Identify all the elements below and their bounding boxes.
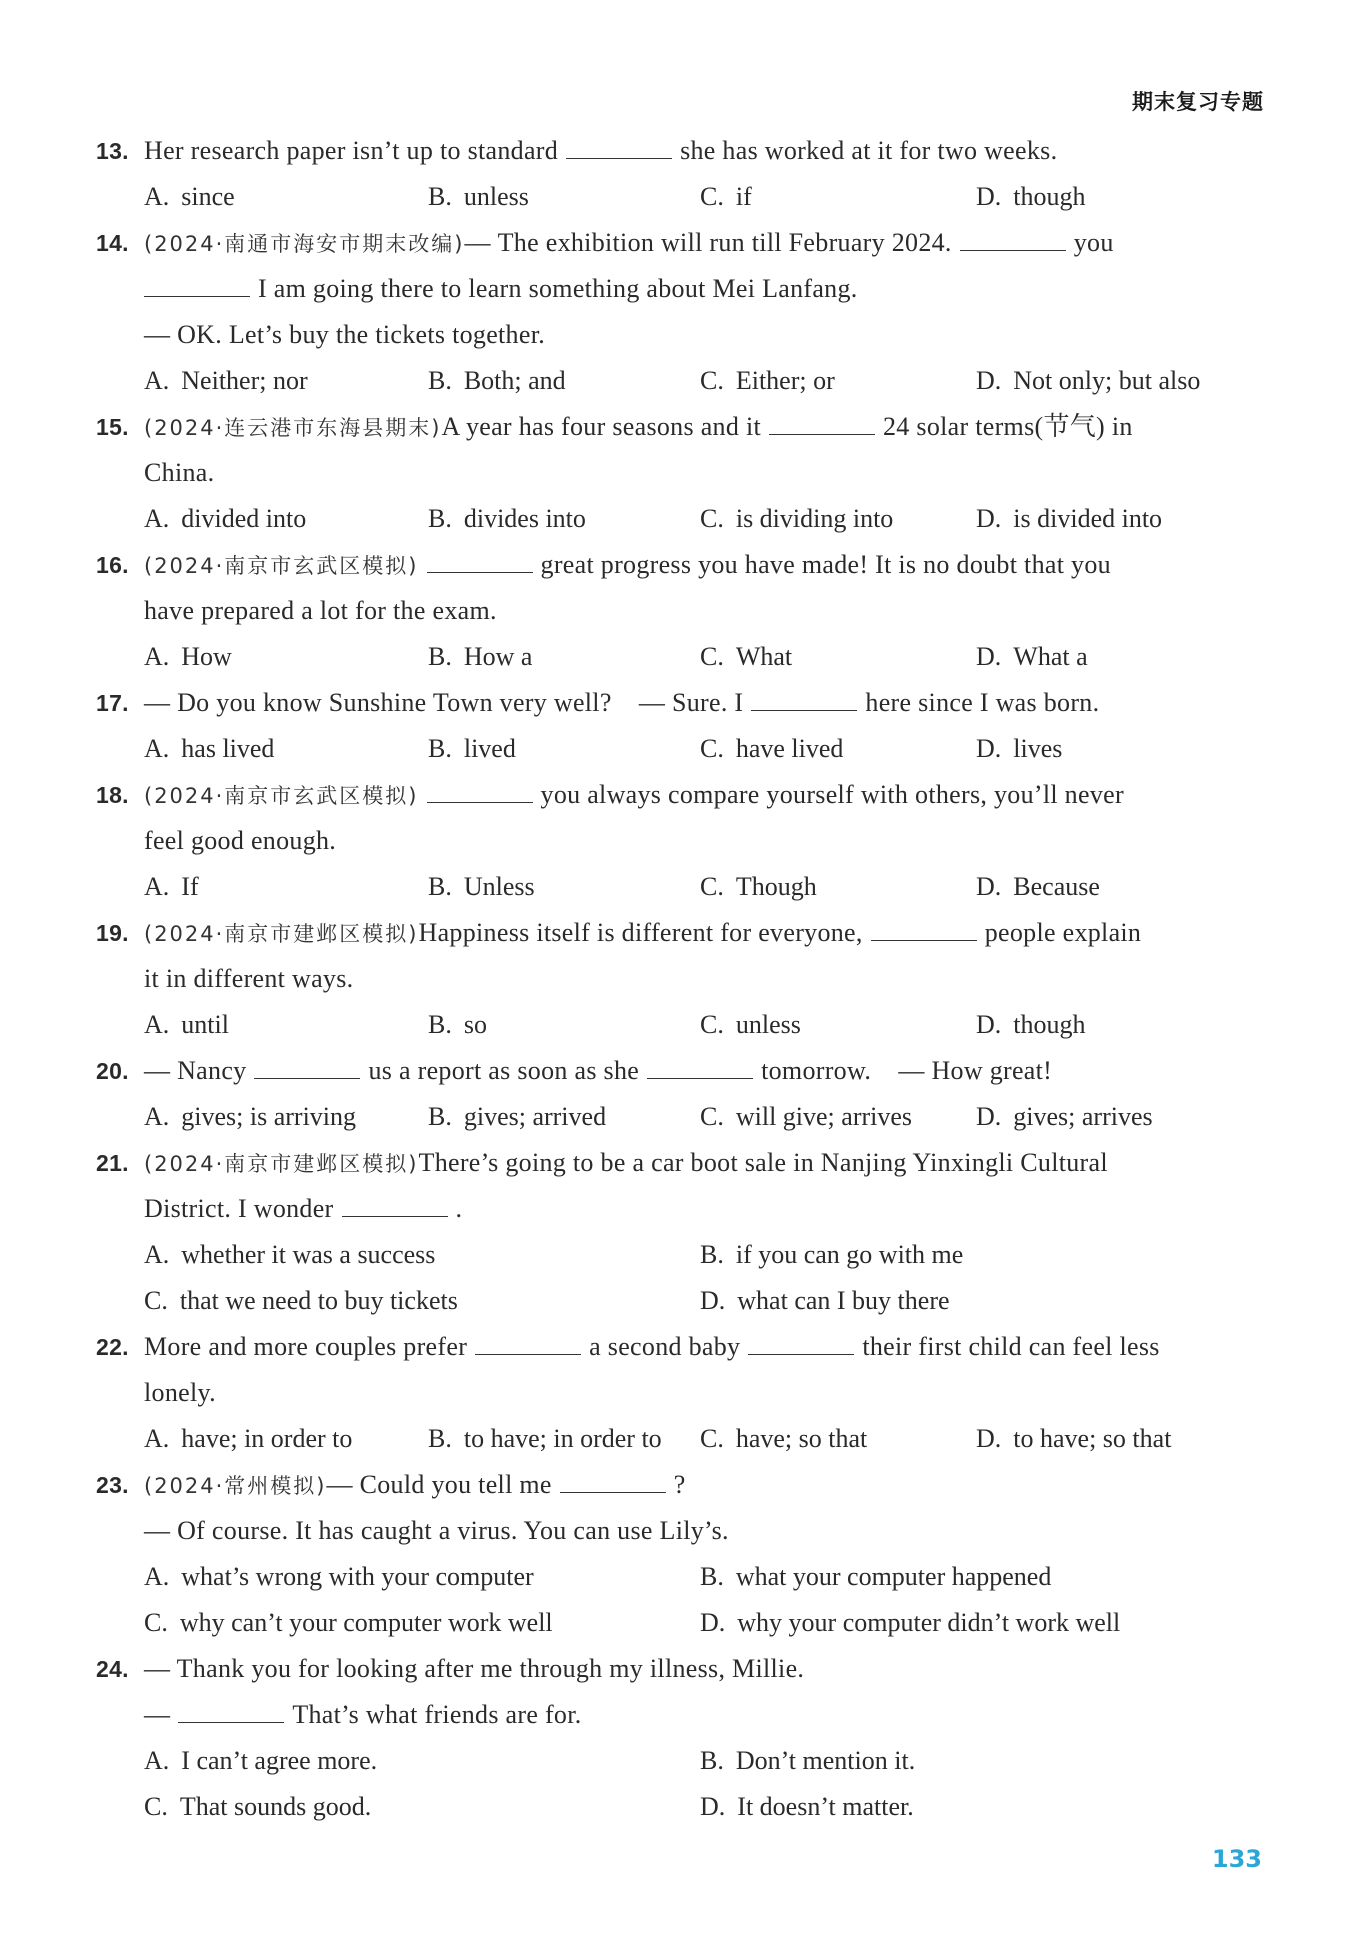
- question-text: feel good enough.: [144, 826, 337, 855]
- question-text: tomorrow. — How great!: [761, 1056, 1053, 1085]
- option-a[interactable]: A. gives; is arriving: [144, 1102, 357, 1131]
- question-21: [96, 1140, 1268, 1324]
- options-row: [96, 1094, 1268, 1140]
- option-d[interactable]: D. Because: [976, 872, 1100, 901]
- question-text: — The exhibition will run till February 2024.: [464, 228, 952, 257]
- question-number: 13.: [96, 138, 129, 164]
- question-text: Her research paper isn’t up to standard: [144, 136, 559, 165]
- section-header: 期末复习专题: [1132, 90, 1264, 114]
- options-row: [96, 634, 1268, 680]
- question-14: [96, 220, 1268, 404]
- page-number: 133: [1211, 1845, 1262, 1873]
- option-d[interactable]: D. It doesn’t matter.: [700, 1792, 914, 1821]
- options-row: [96, 1416, 1268, 1462]
- question-text: More and more couples prefer: [144, 1332, 468, 1361]
- question-text: District. I wonder: [144, 1194, 334, 1223]
- question-text: A year has four seasons and it: [441, 412, 761, 441]
- question-text: — OK. Let’s buy the tickets together.: [144, 320, 546, 349]
- question-text: she has worked at it for two weeks.: [680, 136, 1058, 165]
- question-text: China.: [144, 458, 215, 487]
- option-a[interactable]: A. How: [144, 642, 232, 671]
- option-a[interactable]: A. I can’t agree more.: [144, 1746, 378, 1775]
- question-number: 24.: [96, 1656, 129, 1682]
- answer-blank: [144, 274, 250, 297]
- option-a[interactable]: A. what’s wrong with your computer: [144, 1562, 534, 1591]
- question-text: ?: [673, 1470, 686, 1499]
- question-text: us a report as soon as she: [368, 1056, 640, 1085]
- question-number: 23.: [96, 1472, 129, 1498]
- question-text: There’s going to be a car boot sale in Nanjing Yinxingli Cultural: [418, 1148, 1108, 1177]
- options-row: [96, 1002, 1268, 1048]
- option-a[interactable]: A. have; in order to: [144, 1424, 353, 1453]
- option-c[interactable]: C. if: [700, 182, 752, 211]
- question-text: — Do you know Sunshine Town very well? — Sure. I: [144, 688, 744, 717]
- answer-blank: [427, 550, 533, 573]
- option-d[interactable]: D. why your computer didn’t work well: [700, 1608, 1121, 1637]
- option-a[interactable]: A. Neither; nor: [144, 366, 308, 395]
- answer-blank: [566, 136, 672, 159]
- option-c[interactable]: C. that we need to buy tickets: [144, 1286, 458, 1315]
- option-b[interactable]: B. unless: [428, 182, 529, 211]
- question-number: 16.: [96, 552, 129, 578]
- option-c[interactable]: C. have; so that: [700, 1424, 868, 1453]
- question-text: you always compare yourself with others, you’ll never: [540, 780, 1124, 809]
- answer-blank: [475, 1332, 581, 1355]
- option-a[interactable]: A. until: [144, 1010, 229, 1039]
- question-number: 20.: [96, 1058, 129, 1084]
- question-17: [96, 680, 1268, 772]
- question-source: (2024·南京市玄武区模拟): [144, 554, 419, 578]
- question-20: [96, 1048, 1268, 1140]
- option-a[interactable]: A. divided into: [144, 504, 307, 533]
- question-number: 22.: [96, 1334, 129, 1360]
- question-text: it in different ways.: [144, 964, 354, 993]
- options-row: [96, 1554, 1268, 1600]
- question-text: — Thank you for looking after me through my illness, Millie.: [144, 1654, 805, 1683]
- option-c[interactable]: C. Though: [700, 872, 817, 901]
- question-text: a second baby: [589, 1332, 741, 1361]
- answer-blank: [769, 412, 875, 435]
- option-d[interactable]: D. what can I buy there: [700, 1286, 950, 1315]
- option-c[interactable]: C. have lived: [700, 734, 844, 763]
- question-number: 17.: [96, 690, 129, 716]
- option-d[interactable]: D. to have; so that: [976, 1424, 1172, 1453]
- option-a[interactable]: A. since: [144, 182, 235, 211]
- question-number: 18.: [96, 782, 129, 808]
- question-number: 14.: [96, 230, 129, 256]
- answer-blank: [871, 918, 977, 941]
- options-row: [96, 1232, 1268, 1278]
- options-row: [96, 496, 1268, 542]
- option-c[interactable]: C. unless: [700, 1010, 801, 1039]
- option-b[interactable]: B. gives; arrived: [428, 1102, 607, 1131]
- option-c[interactable]: C. Either; or: [700, 366, 835, 395]
- options-row: [96, 1784, 1268, 1830]
- question-source: (2024·常州模拟): [144, 1474, 327, 1498]
- answer-blank: [178, 1700, 284, 1723]
- answer-blank: [427, 780, 533, 803]
- option-b[interactable]: B. divides into: [428, 504, 586, 533]
- question-text: — Could you tell me: [326, 1470, 552, 1499]
- options-row: [96, 1738, 1268, 1784]
- option-d[interactable]: D. gives; arrives: [976, 1102, 1153, 1131]
- option-b[interactable]: B. lived: [428, 734, 516, 763]
- question-text: — Nancy: [144, 1056, 247, 1085]
- options-row: [96, 1600, 1268, 1646]
- answer-blank: [748, 1332, 854, 1355]
- question-13: [96, 128, 1268, 220]
- question-source: (2024·南京市建邺区模拟): [144, 922, 419, 946]
- option-d[interactable]: D. though: [976, 182, 1086, 211]
- option-b[interactable]: B. so: [428, 1010, 487, 1039]
- answer-blank: [751, 688, 857, 711]
- option-b[interactable]: B. what your computer happened: [700, 1562, 1052, 1591]
- question-text: —: [144, 1700, 171, 1729]
- question-source: (2024·连云港市东海县期末): [144, 416, 442, 440]
- options-row: [96, 358, 1268, 404]
- option-d[interactable]: D. What a: [976, 642, 1088, 671]
- question-number: 15.: [96, 414, 129, 440]
- answer-blank: [960, 228, 1066, 251]
- question-text: Happiness itself is different for everyone,: [418, 918, 863, 947]
- option-c[interactable]: C. That sounds good.: [144, 1792, 372, 1821]
- options-row: [96, 726, 1268, 772]
- question-16: [96, 542, 1268, 680]
- question-22: [96, 1324, 1268, 1462]
- question-text: their first child can feel less: [862, 1332, 1160, 1361]
- option-d[interactable]: D. is divided into: [976, 504, 1163, 533]
- question-text: have prepared a lot for the exam.: [144, 596, 497, 625]
- answer-blank: [254, 1056, 360, 1079]
- question-text: lonely.: [144, 1378, 216, 1407]
- question-text: I am going there to learn something about Mei Lanfang.: [258, 274, 858, 303]
- question-text: 24 solar terms(节气) in: [883, 412, 1133, 441]
- question-text: That’s what friends are for.: [292, 1700, 582, 1729]
- question-15: [96, 404, 1268, 542]
- option-b[interactable]: B. Don’t mention it.: [700, 1746, 916, 1775]
- option-c[interactable]: C. why can’t your computer work well: [144, 1608, 553, 1637]
- question-text: here since I was born.: [865, 688, 1100, 717]
- question-23: [96, 1462, 1268, 1646]
- option-b[interactable]: B. if you can go with me: [700, 1240, 964, 1269]
- option-c[interactable]: C. will give; arrives: [700, 1102, 913, 1131]
- answer-blank: [342, 1194, 448, 1217]
- options-row: [96, 1278, 1268, 1324]
- question-18: [96, 772, 1268, 910]
- options-row: [96, 864, 1268, 910]
- question-source: (2024·南通市海安市期末改编): [144, 232, 465, 256]
- question-text: — Of course. It has caught a virus. You can use Lily’s.: [144, 1516, 729, 1545]
- answer-blank: [560, 1470, 666, 1493]
- question-text: people explain: [984, 918, 1142, 947]
- option-d[interactable]: D. Not only; but also: [976, 366, 1201, 395]
- question-19: [96, 910, 1268, 1048]
- options-row: [96, 174, 1268, 220]
- question-source: (2024·南京市玄武区模拟): [144, 784, 419, 808]
- option-a[interactable]: A. If: [144, 872, 199, 901]
- option-c[interactable]: C. What: [700, 642, 793, 671]
- question-24: [96, 1646, 1268, 1830]
- question-text: great progress you have made! It is no doubt that you: [540, 550, 1111, 579]
- question-number: 21.: [96, 1150, 129, 1176]
- question-text: you: [1073, 228, 1114, 257]
- question-number: 19.: [96, 920, 129, 946]
- option-c[interactable]: C. is dividing into: [700, 504, 894, 533]
- option-d[interactable]: D. though: [976, 1010, 1086, 1039]
- question-source: (2024·南京市建邺区模拟): [144, 1152, 419, 1176]
- option-d[interactable]: D. lives: [976, 734, 1063, 763]
- option-b[interactable]: B. How a: [428, 642, 533, 671]
- option-b[interactable]: B. to have; in order to: [428, 1424, 662, 1453]
- option-b[interactable]: B. Both; and: [428, 366, 566, 395]
- option-a[interactable]: A. whether it was a success: [144, 1240, 436, 1269]
- option-b[interactable]: B. Unless: [428, 872, 535, 901]
- answer-blank: [647, 1056, 753, 1079]
- question-text: .: [455, 1194, 463, 1223]
- option-a[interactable]: A. has lived: [144, 734, 275, 763]
